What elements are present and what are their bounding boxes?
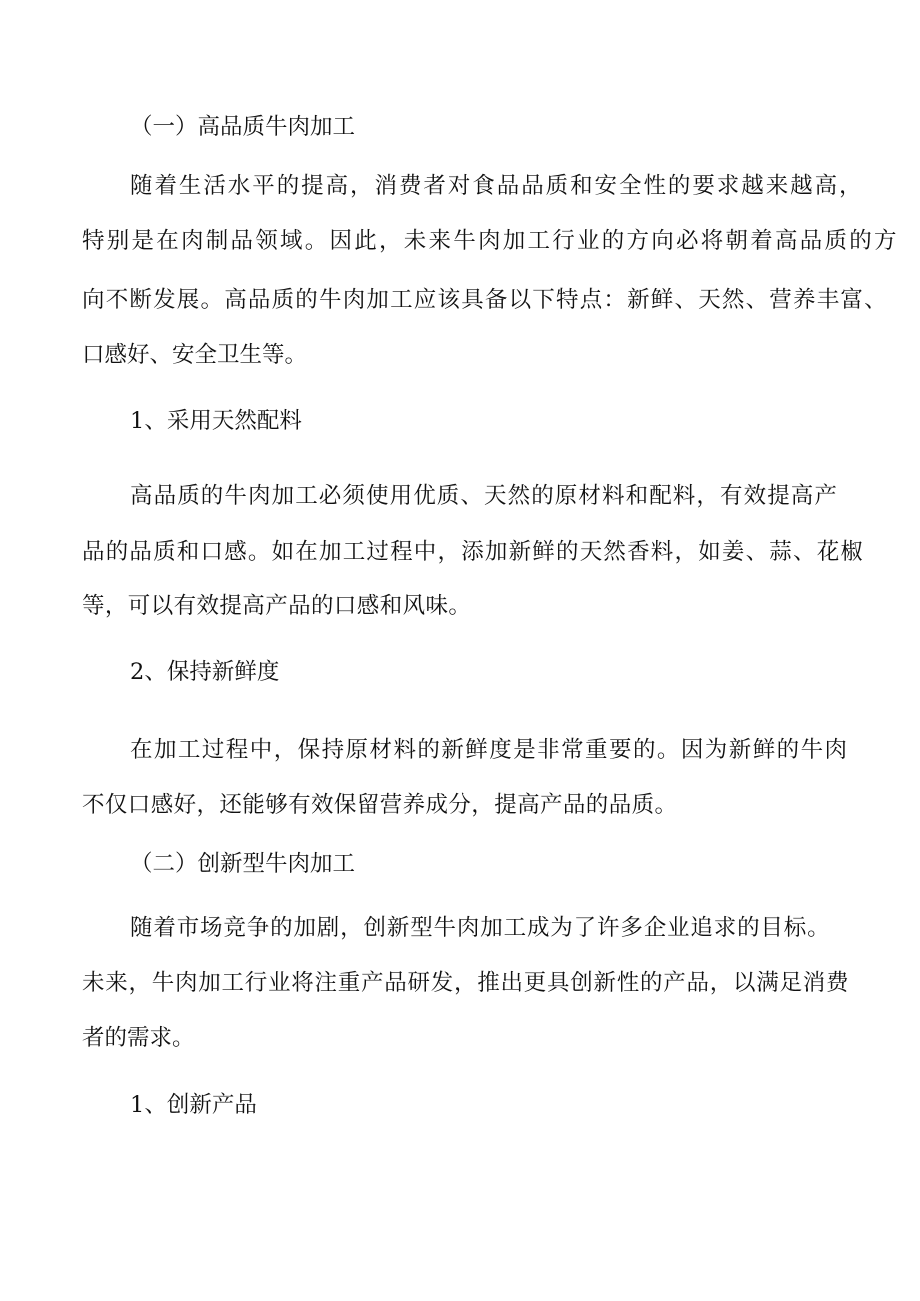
paragraph-line: 随着市场竞争的加剧，创新型牛肉加工成为了许多企业追求的目标。 xyxy=(130,915,831,941)
paragraph-line: 品的品质和口感。如在加工过程中，添加新鲜的天然香料，如姜、蒜、花椒 xyxy=(82,539,865,565)
paragraph-line: 者的需求。 xyxy=(82,1025,195,1051)
paragraph-line: 随着生活水平的提高，消费者对食品品质和安全性的要求越来越高， xyxy=(130,173,864,199)
item-heading-innovative-products: 1、创新产品 xyxy=(130,1092,257,1118)
paragraph-line: 未来，牛肉加工行业将注重产品研发，推出更具创新性的产品，以满足消费 xyxy=(82,970,850,996)
paragraph-line: 向不断发展。高品质的牛肉加工应该具备以下特点：新鲜、天然、营养丰富、 xyxy=(82,287,888,313)
item-heading-freshness: 2、保持新鲜度 xyxy=(130,659,280,685)
item-heading-natural-ingredients: 1、采用天然配料 xyxy=(130,408,302,434)
paragraph-line: 特别是在肉制品领域。因此，未来牛肉加工行业的方向必将朝着高品质的方 xyxy=(82,228,899,254)
paragraph-line: 在加工过程中，保持原材料的新鲜度是非常重要的。因为新鲜的牛肉 xyxy=(130,737,849,763)
paragraph-line: 不仅口感好，还能够有效保留营养成分，提高产品的品质。 xyxy=(82,792,678,818)
paragraph-line: 口感好、安全卫生等。 xyxy=(82,342,308,368)
paragraph-line: 高品质的牛肉加工必须使用优质、天然的原材料和配料，有效提高产 xyxy=(130,483,839,509)
paragraph-line: 等，可以有效提高产品的口感和风味。 xyxy=(82,593,472,619)
section-heading-innovative: （二）创新型牛肉加工 xyxy=(130,851,356,877)
section-heading-high-quality: （一）高品质牛肉加工 xyxy=(130,114,356,140)
